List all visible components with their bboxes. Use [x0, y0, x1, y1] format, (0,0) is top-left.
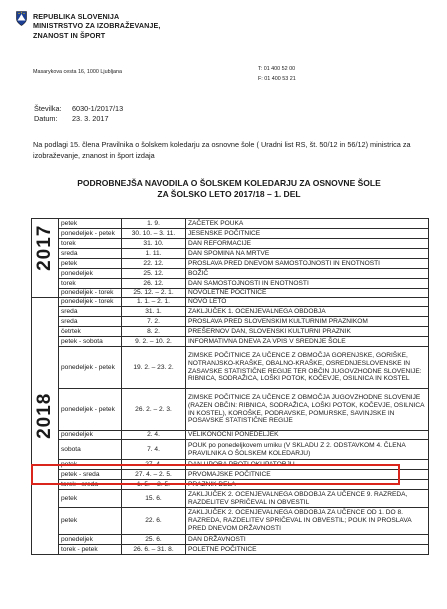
calendar-row	[32, 431, 429, 440]
calendar-row	[32, 337, 429, 347]
weekday-cell: četrtek	[59, 327, 122, 337]
calendar-row	[32, 317, 429, 327]
reference-date-label: Datum:	[34, 114, 58, 124]
ministry-line: ZNANOST IN ŠPORT	[33, 30, 106, 40]
calendar-row	[32, 545, 429, 555]
event-cell: INFORMATIVNA DNEVA ZA VPIS V SREDNJE ŠOLE	[186, 337, 429, 347]
intro-paragraph: Na podlagi 15. člena Pravilnika o šolskem koledarju za osnovne šole ( Uradni list RS, št. 50/12 in 56/12) ministrica za izobraževanje, znanost in šport izdaja	[33, 140, 411, 160]
ministry-line: MINISTRSTVO ZA IZOBRAŽEVANJE,	[33, 21, 161, 31]
date-cell: 27. 4.	[122, 460, 186, 470]
weekday-cell: ponedeljek - petek	[59, 229, 122, 239]
date-cell: 8. 2.	[122, 327, 186, 337]
coat-of-arms-icon	[16, 11, 27, 26]
reference-date: 23. 3. 2017	[72, 114, 109, 124]
calendar-row	[32, 490, 429, 508]
document-reference	[34, 104, 123, 125]
calendar-row	[32, 508, 429, 535]
calendar-row	[32, 327, 429, 337]
reference-number: 6030-1/2017/13	[72, 104, 124, 113]
weekday-cell: ponedeljek	[59, 431, 122, 440]
calendar-row	[32, 298, 429, 307]
weekday-cell: petek - sreda	[59, 470, 122, 480]
event-cell: POUK po ponedeljkovem urniku (V SKLADU Z 2. ODSTAVKOM 4. ČLENA PRAVILNIKA O ŠOLSKEM KOLEDARJU)	[186, 440, 429, 460]
date-cell: 26. 12.	[122, 279, 186, 289]
weekday-cell: sreda	[59, 249, 122, 259]
weekday-cell: torek	[59, 279, 122, 289]
date-cell: 1. 5. – 2. 5.	[122, 480, 186, 490]
event-cell: DAN UPORA PROTI OKUPATORJU	[186, 460, 429, 470]
date-cell: 7. 4.	[122, 440, 186, 460]
weekday-cell: ponedeljek	[59, 269, 122, 279]
date-cell: 31. 10.	[122, 239, 186, 249]
calendar-row	[32, 535, 429, 545]
calendar-row	[32, 389, 429, 431]
date-cell: 1. 11.	[122, 249, 186, 259]
event-cell: PRAZNIK DELA	[186, 480, 429, 490]
event-cell: NOVOLETNE POČITNICE	[186, 289, 429, 298]
weekday-cell: ponedeljek - petek	[59, 347, 122, 389]
calendar-row	[32, 249, 429, 259]
document-title	[30, 178, 428, 201]
event-cell: ZIMSKE POČITNICE ZA UČENCE Z OBMOČJA GORENJSKE, GORIŠKE, NOTRANJSKO-KRAŠKE, OBALNO-KRAŠKE, OSREDNJESLOVENSKE IN ZASAVSKE STATISTIČNE REGIJE TER OBČIN JUGOVZHODNE SLOVENIJE: RIBNICA, SODRAŽICA, LOŠKI POTOK, KOČEVJE, OSILNICA IN KOSTEL	[186, 347, 429, 389]
weekday-cell: ponedeljek - torek	[59, 289, 122, 298]
event-cell: NOVO LETO	[186, 298, 429, 307]
year-cell	[32, 219, 59, 298]
date-cell: 31. 1.	[122, 307, 186, 317]
date-cell: 30. 10. – 3. 11.	[122, 229, 186, 239]
event-cell: PROSLAVA PRED DNEVOM SAMOSTOJNOSTI IN ENOTNOSTI	[186, 259, 429, 269]
year-label: 2017	[34, 224, 56, 271]
weekday-cell: torek	[59, 239, 122, 249]
event-cell: VELIKONOČNI PONEDELJEK	[186, 431, 429, 440]
date-cell: 27. 4. – 2. 5.	[122, 470, 186, 480]
reference-number-label: Številka:	[34, 104, 62, 113]
calendar-row	[32, 470, 429, 480]
year-label: 2018	[34, 392, 56, 439]
weekday-cell: petek	[59, 219, 122, 229]
date-cell: 15. 6.	[122, 490, 186, 508]
event-cell: DAN REFORMACIJE	[186, 239, 429, 249]
date-cell: 9. 2. – 10. 2.	[122, 337, 186, 347]
calendar-row	[32, 259, 429, 269]
weekday-cell: sobota	[59, 440, 122, 460]
event-cell: DAN DRŽAVNOSTI	[186, 535, 429, 545]
event-cell: DAN SPOMINA NA MRTVE	[186, 249, 429, 259]
ministry-name	[33, 12, 161, 40]
date-cell: 19. 2. – 23. 2.	[122, 347, 186, 389]
date-cell: 25. 12. – 2. 1.	[122, 289, 186, 298]
calendar-row	[32, 307, 429, 317]
weekday-cell: petek	[59, 460, 122, 470]
weekday-cell: ponedeljek - petek	[59, 389, 122, 431]
event-cell: ZAKLJUČEK 2. OCENJEVALNEGA OBDOBJA ZA UČENCE OD 1. DO 8. RAZREDA, RAZDELITEV SPRIČEVAL IN OBVESTIL; POUK IN PROSLAVA PRED DNEVOM DRŽAVNOSTI	[186, 508, 429, 535]
date-cell: 22. 6.	[122, 508, 186, 535]
weekday-cell: petek	[59, 490, 122, 508]
weekday-cell: petek	[59, 259, 122, 269]
event-cell: JESENSKE POČITNICE	[186, 229, 429, 239]
calendar-row	[32, 239, 429, 249]
weekday-cell: petek	[59, 508, 122, 535]
school-calendar-table	[31, 218, 429, 555]
weekday-cell: torek - sreda	[59, 480, 122, 490]
event-cell: BOŽIČ	[186, 269, 429, 279]
title-line: ZA ŠOLSKO LETO 2017/18 – 1. DEL	[157, 189, 301, 200]
date-cell: 7. 2.	[122, 317, 186, 327]
event-cell: DAN SAMOSTOJNOSTI IN ENOTNOSTI	[186, 279, 429, 289]
phone-number: T: 01 400 52 00	[258, 66, 296, 72]
contact-block	[258, 64, 296, 84]
date-cell: 1. 1. – 2. 1.	[122, 298, 186, 307]
weekday-cell: ponedeljek - torek	[59, 298, 122, 307]
fax-number: F: 01 400 53 21	[258, 76, 296, 82]
date-cell: 2. 4.	[122, 431, 186, 440]
title-line: PODROBNEJŠA NAVODILA O ŠOLSKEM KOLEDARJU ZA OSNOVNE ŠOLE	[77, 178, 381, 188]
event-cell: PREŠERNOV DAN, SLOVENSKI KULTURNI PRAZNIK	[186, 327, 429, 337]
calendar-row	[32, 219, 429, 229]
event-cell: ZAČETEK POUKA	[186, 219, 429, 229]
weekday-cell: sreda	[59, 307, 122, 317]
date-cell: 1. 9.	[122, 219, 186, 229]
calendar-row	[32, 440, 429, 460]
ministry-line: REPUBLIKA SLOVENIJA	[33, 12, 120, 21]
calendar-row	[32, 269, 429, 279]
ministry-address: Masarykova cesta 16, 1000 Ljubljana	[33, 69, 123, 75]
year-cell	[32, 298, 59, 555]
date-cell: 22. 12.	[122, 259, 186, 269]
event-cell: ZAKLJUČEK 2. OCENJEVALNEGA OBDOBJA ZA UČENCE 9. RAZREDA, RAZDELITEV SPRIČEVAL IN OBVESTIL	[186, 490, 429, 508]
event-cell: ZAKLJUČEK 1. OCENJEVALNEGA OBDOBJA	[186, 307, 429, 317]
weekday-cell: torek - petek	[59, 545, 122, 555]
calendar-row	[32, 229, 429, 239]
date-cell: 25. 12.	[122, 269, 186, 279]
date-cell: 26. 6. – 31. 8.	[122, 545, 186, 555]
calendar-row	[32, 279, 429, 289]
event-cell: PRVOMAJSKE POČITNICE	[186, 470, 429, 480]
calendar-row	[32, 460, 429, 470]
date-cell: 25. 6.	[122, 535, 186, 545]
calendar-row	[32, 347, 429, 389]
calendar-row	[32, 480, 429, 490]
weekday-cell: petek - sobota	[59, 337, 122, 347]
weekday-cell: sreda	[59, 317, 122, 327]
event-cell: POLETNE POČITNICE	[186, 545, 429, 555]
event-cell: PROSLAVA PRED SLOVENSKIM KULTURNIM PRAZNIKOM	[186, 317, 429, 327]
weekday-cell: ponedeljek	[59, 535, 122, 545]
event-cell: ZIMSKE POČITNICE ZA UČENCE Z OBMOČJA JUGOVZHODNE SLOVENIJE (RAZEN OBČIN: RIBNICA, SODRAŽICA, LOŠKI POTOK, KOČEVJE, OSILNICA IN KOSTEL), KOROŠKE, PODRAVSKE, POMURSKE, SAVINJSKE IN POSAVSKE STATISTIČNE REGIJE	[186, 389, 429, 431]
date-cell: 26. 2. – 2. 3.	[122, 389, 186, 431]
calendar-row	[32, 289, 429, 298]
